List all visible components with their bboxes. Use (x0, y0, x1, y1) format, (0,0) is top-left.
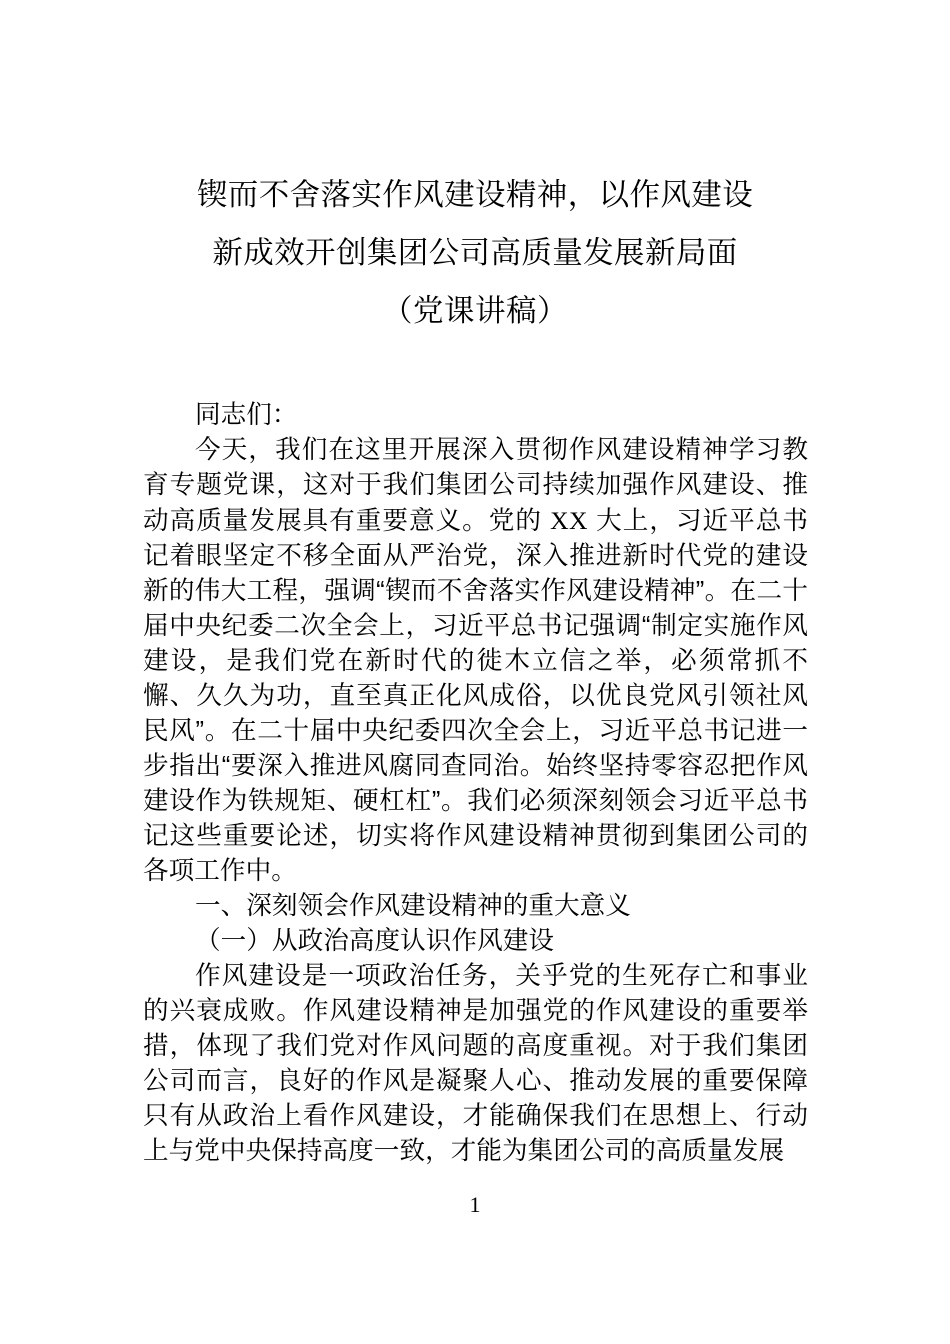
heading-subsection-one-one: （一）从政治高度认识作风建设 (195, 927, 555, 955)
title-line-1: 锲而不舍落实作风建设精神，以作风建设 (196, 178, 754, 212)
party-congress-number: XX (550, 506, 589, 535)
heading-section-one: 一、深刻领会作风建设精神的重大意义 (195, 892, 631, 920)
paragraph-political-perspective: 作风建设是一项政治任务，关乎党的生死存亡和事业的兴衰成败。作风建设精神是加强党的作风建设的重要举措，体现了我们党对作风问题的高度重视。对于我们集团公司而言，良好的作风是凝聚人心、推动发展的重要保障只有从政治上看作风建设，才能确保我们在思想上、行动上与党中央保持高度一致，才能为集团公司的高质量发展 (143, 962, 808, 1165)
paragraph-opening-text-a: 今天，我们在这里开展深入贯彻作风建设精神学习教育专题党课，这对于我们集团公司持续加强作风建设、推动高质量发展具有重要意义。党的 (143, 436, 808, 535)
paragraph-opening-text-b: 大上，习近平总书记着眼坚定不移全面从严治党，深入推进新时代党的建设新的伟大工程，强调“锲而不舍落实作风建设精神”。在二十届中央纪委二次全会上，习近平总书记强调“制定实施作风建设，是我们党在新时代的徙木立信之举，必须常抓不懈、久久为功，直至真正化风成俗，以优良党风引领社风民风”。在二十届中央纪委四次全会上，习近平总书记进一步指出“要深入推进风腐同查同治。始终坚持零容忍把作风建设作为铁规矩、硬杠杠”。我们必须深刻领会习近平总书记这些重要论述，切实将作风建设精神贯彻到集团公司的各项工作中。 (143, 507, 808, 885)
title-line-3-subtitle: （党课讲稿） (382, 294, 568, 328)
title-line-2: 新成效开创集团公司高质量发展新局面 (212, 236, 738, 270)
salutation: 同志们： (195, 401, 298, 429)
page-number: 1 (469, 1192, 481, 1217)
document-body (143, 398, 808, 1169)
document-title (120, 166, 830, 340)
paragraph-opening (143, 433, 808, 889)
